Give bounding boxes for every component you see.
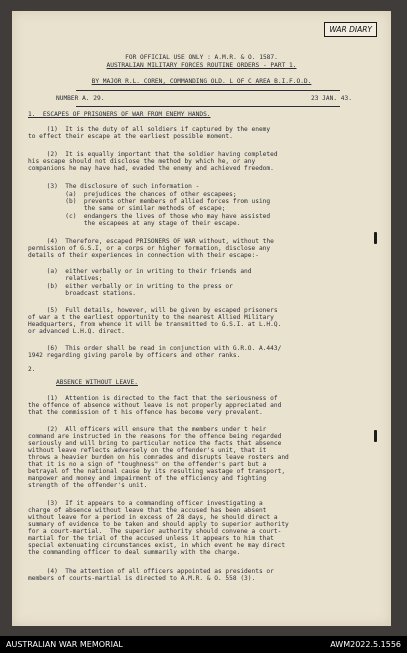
header-commanding-officer: BY MAJOR R.L. COREN, COMMANDING OLD. L OF C AREA B.I.F.O.D. (91, 78, 312, 85)
s1-paragraph-6-line-1: (6) This order shall be read in conjunction with G.R.O. A.443/ (28, 345, 282, 352)
s1-paragraph-4-line-2: permission of G.S.I, or a corps or higher formation, disclose any (28, 245, 271, 252)
order-date: 23 JAN. 43. (311, 95, 352, 102)
s2-paragraph-3-line-3: without leave for a period in excess of 28 days, he should direct a (28, 514, 278, 521)
order-number: NUMBER A. 29. (56, 95, 105, 102)
s1-paragraph-3-line-6: the escapees at any stage of their escape. (28, 220, 241, 227)
s1-paragraph-3-line-1: (3) The disclosure of such information - (28, 183, 200, 190)
s2-paragraph-3-line-4: summary of evidence to be taken and should apply to superior authority (28, 521, 289, 528)
s2-paragraph-3-line-6: martial for the trial of the accused unless it appears to him that (28, 535, 274, 542)
footer-institution: AUSTRALIAN WAR MEMORIAL (6, 640, 123, 649)
s2-paragraph-4-line-2: members of courts-martial is directed to A.M.R. & O. 558 (3). (28, 575, 256, 582)
s1-paragraph-3-line-2: (a) prejudices the chances of other escapees; (28, 191, 237, 198)
s1-paragraph-2-line-1: (2) It is equally important that the soldier having completed (28, 151, 278, 158)
s1-paragraph-4-line-6: relatives; (28, 275, 103, 282)
header-official-use: FOR OFFICIAL USE ONLY : A.M.R. & O. 1587. (125, 54, 278, 61)
s2-paragraph-2-line-7: betrayal of the national cause by its resulting wastage of transport, (28, 468, 286, 475)
s1-paragraph-4-line-1: (4) Therefore, escaped PRISONERS OF WAR without, without the (28, 238, 274, 245)
s1-paragraph-2-line-2: his escape should not disclose the method by which he, or any (28, 158, 256, 165)
s1-paragraph-1-line-1: (1) It is the duty of all soldiers if captured by the enemy (28, 126, 271, 133)
archive-footer (0, 636, 407, 653)
s2-paragraph-2-line-2: command are instructed in the reasons for the offence being regarded (28, 433, 282, 440)
s1-paragraph-1-line-2: to effect their escape at the earliest possible moment. (28, 133, 233, 140)
punch-hole-mark (374, 430, 377, 442)
section-2-heading: ABSENCE WITHOUT LEAVE. (56, 379, 138, 386)
s1-paragraph-4-line-7: (b) either verbally or in writing to the press or (28, 283, 233, 290)
s2-paragraph-2-line-5: throws a heavier burden on his comrades and disrupts leave rosters and (28, 454, 289, 461)
s1-paragraph-5-line-2: of war a t the earliest opportunity to the nearest Allied Military (28, 314, 274, 321)
s1-paragraph-6-line-2: 1942 regarding giving parole by officers and other ranks. (28, 352, 241, 359)
document-page (12, 11, 391, 626)
s2-paragraph-1-line-3: that the commission of t his offence has become very prevalent. (28, 409, 263, 416)
s2-paragraph-2-line-8: manpower and money and impairment of the efficiency and fighting (28, 475, 267, 482)
s1-paragraph-3-line-4: the same or similar methods of escape; (28, 205, 226, 212)
s2-paragraph-2-line-9: strength of the offender's unit. (28, 482, 148, 489)
header-rule-bottom (76, 106, 340, 107)
section-2-number: 2. (28, 366, 36, 373)
s1-paragraph-3-line-3: (b) prevents other members of allied forces from using (28, 198, 271, 205)
punch-hole-mark (374, 232, 377, 244)
s2-paragraph-2-line-3: seriously and will bring to particular notice the facts that absence (28, 440, 282, 447)
s2-paragraph-1-line-1: (1) Attention is directed to the fact that the seriousness of (28, 395, 278, 402)
s2-paragraph-3-line-8: the commanding officer to deal summarily with the charge. (28, 549, 241, 556)
s2-paragraph-1-line-2: the offence of absence without leave is not properly appreciated and (28, 402, 282, 409)
s2-paragraph-4-line-1: (4) The attention of all officers appointed as presidents or (28, 568, 274, 575)
s1-paragraph-4-line-5: (a) either verbally or in writing to their friends and (28, 268, 252, 275)
s1-paragraph-2-line-3: companions he may have had, evaded the enemy and achieved freedom. (28, 165, 274, 172)
war-diary-stamp: WAR DIARY (324, 22, 377, 37)
s1-paragraph-4-line-3: details of their experiences in connection with their escape:- (28, 252, 259, 259)
footer-accession-number: AWM2022.5.1556 (330, 640, 401, 649)
header-rule-top (76, 90, 340, 91)
s1-paragraph-4-line-8: broadcast stations. (28, 290, 137, 297)
s1-paragraph-5-line-3: Headquarters, from whence it will be transmitted to G.S.I. at L.H.Q. (28, 321, 282, 328)
s2-paragraph-3-line-7: special extenuating circumstances exist, in which event he may direct (28, 542, 286, 549)
s2-paragraph-2-line-4: without leave reflects adversely on the offender's unit, that it (28, 447, 267, 454)
s2-paragraph-2-line-6: that it is no a sign of "toughness" on the offender's part but a (28, 461, 267, 468)
s2-paragraph-3-line-1: (3) If it appears to a commanding officer investigating a (28, 500, 263, 507)
s2-paragraph-3-line-5: for a court-martial. The superior authority should convene a court- (28, 528, 282, 535)
s1-paragraph-5-line-4: or advanced L.H.Q. direct. (28, 328, 125, 335)
header-routine-orders: AUSTRALIAN MILITARY FORCES ROUTINE ORDERS - PART 1. (106, 62, 297, 69)
s2-paragraph-3-line-2: charge of absence without leave that the accused has been absent (28, 507, 267, 514)
s1-paragraph-3-line-5: (c) endangers the lives of those who may have assisted (28, 213, 271, 220)
s1-paragraph-5-line-1: (5) Full details, however, will be given by escaped prisoners (28, 307, 278, 314)
s2-paragraph-2-line-1: (2) All officers will ensure that the members under t heir (28, 426, 267, 433)
section-1-heading: 1. ESCAPES OF PRISONERS OF WAR FROM ENEMY HANDS. (28, 111, 211, 118)
